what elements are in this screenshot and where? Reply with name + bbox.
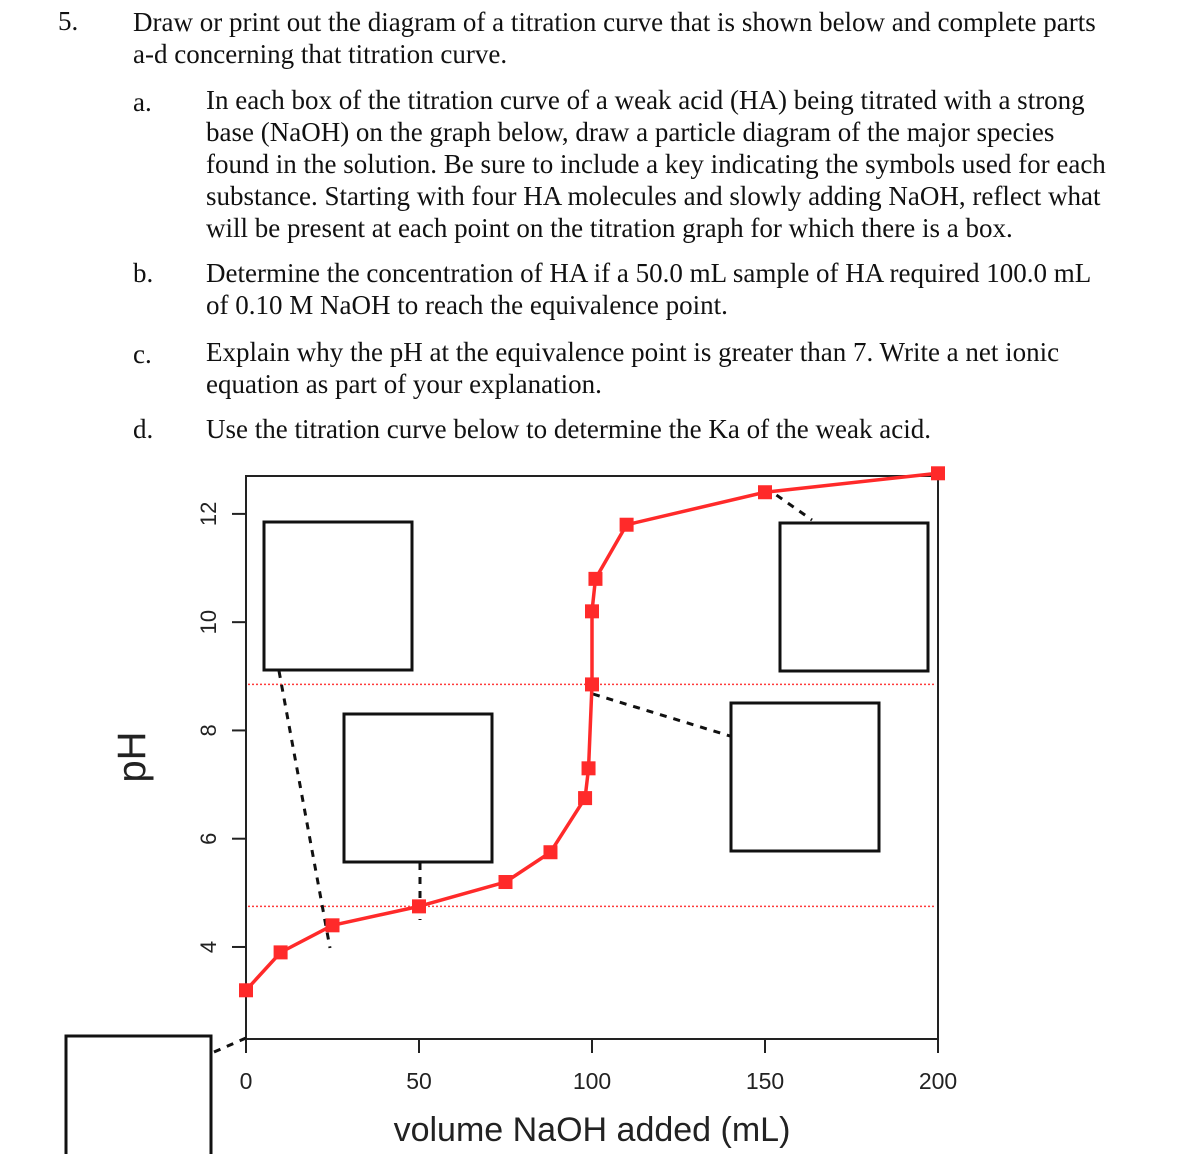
data-point — [543, 845, 557, 859]
y-axis-label: pH — [110, 731, 154, 783]
data-point — [588, 572, 602, 586]
part-a-line-1: In each box of the titration curve of a weak acid (HA) being titrated with a strong — [206, 85, 1085, 115]
x-tick-label: 200 — [918, 1068, 958, 1094]
part-a-line-2: base (NaOH) on the graph below, draw a particle diagram of the major species — [206, 117, 1055, 147]
y-tick-label: 6 — [195, 832, 221, 845]
answer-box-equivalence[interactable] — [731, 703, 879, 851]
x-axis-label: volume NaOH added (mL) — [393, 1111, 791, 1149]
data-point — [326, 918, 340, 932]
x-tick-label: 150 — [745, 1068, 785, 1094]
part-b-line-2: of 0.10 M NaOH to reach the equivalence point. — [206, 290, 728, 320]
part-a-line-3: found in the solution. Be sure to include a key indicating the symbols used for each — [206, 149, 1106, 179]
data-point — [274, 945, 288, 959]
x-tick-label: 50 — [406, 1068, 432, 1094]
part-a-label: a. — [133, 87, 152, 117]
part-c-line-2: equation as part of your explanation. — [206, 369, 602, 399]
part-c-line-1: Explain why the pH at the equivalence point is greater than 7. Write a net ionic — [206, 337, 1060, 367]
answer-box-excess-base[interactable] — [780, 523, 928, 671]
part-b-line-1: Determine the concentration of HA if a 50.0 mL sample of HA required 100.0 mL — [206, 258, 1092, 288]
answer-box-half-equivalence[interactable] — [344, 714, 492, 862]
part-d-line-1: Use the titration curve below to determine the Ka of the weak acid. — [206, 414, 931, 444]
data-point — [239, 983, 253, 997]
y-tick-label: 12 — [195, 501, 221, 527]
y-tick-label: 4 — [195, 940, 221, 954]
data-point — [412, 899, 426, 913]
leader-line — [593, 694, 730, 736]
leader-line — [214, 1038, 246, 1052]
data-point — [578, 791, 592, 805]
question-number: 5. — [58, 6, 79, 36]
question-intro-line-2: a-d concerning that titration curve. — [133, 39, 508, 69]
answer-box-buffer[interactable] — [264, 522, 412, 670]
x-tick-label: 100 — [572, 1068, 612, 1094]
data-point — [499, 875, 513, 889]
answer-box-start[interactable] — [66, 1036, 211, 1154]
data-point — [931, 466, 945, 480]
part-c-label: c. — [133, 339, 152, 369]
data-point — [758, 485, 772, 499]
data-point — [620, 518, 634, 532]
part-d-label: d. — [133, 414, 154, 444]
part-b-label: b. — [133, 258, 154, 288]
question-intro-line-1: Draw or print out the diagram of a titration curve that is shown below and complete parts — [133, 7, 1096, 37]
data-point — [585, 677, 599, 691]
y-tick-label: 8 — [195, 724, 221, 737]
x-tick-label: 0 — [239, 1068, 253, 1094]
part-a-line-5: will be present at each point on the titration graph for which there is a box. — [206, 213, 1013, 243]
y-tick-label: 10 — [195, 609, 221, 635]
data-point — [585, 604, 599, 618]
data-point — [582, 761, 596, 775]
part-a-line-4: substance. Starting with four HA molecules and slowly adding NaOH, reflect what — [206, 181, 1101, 211]
